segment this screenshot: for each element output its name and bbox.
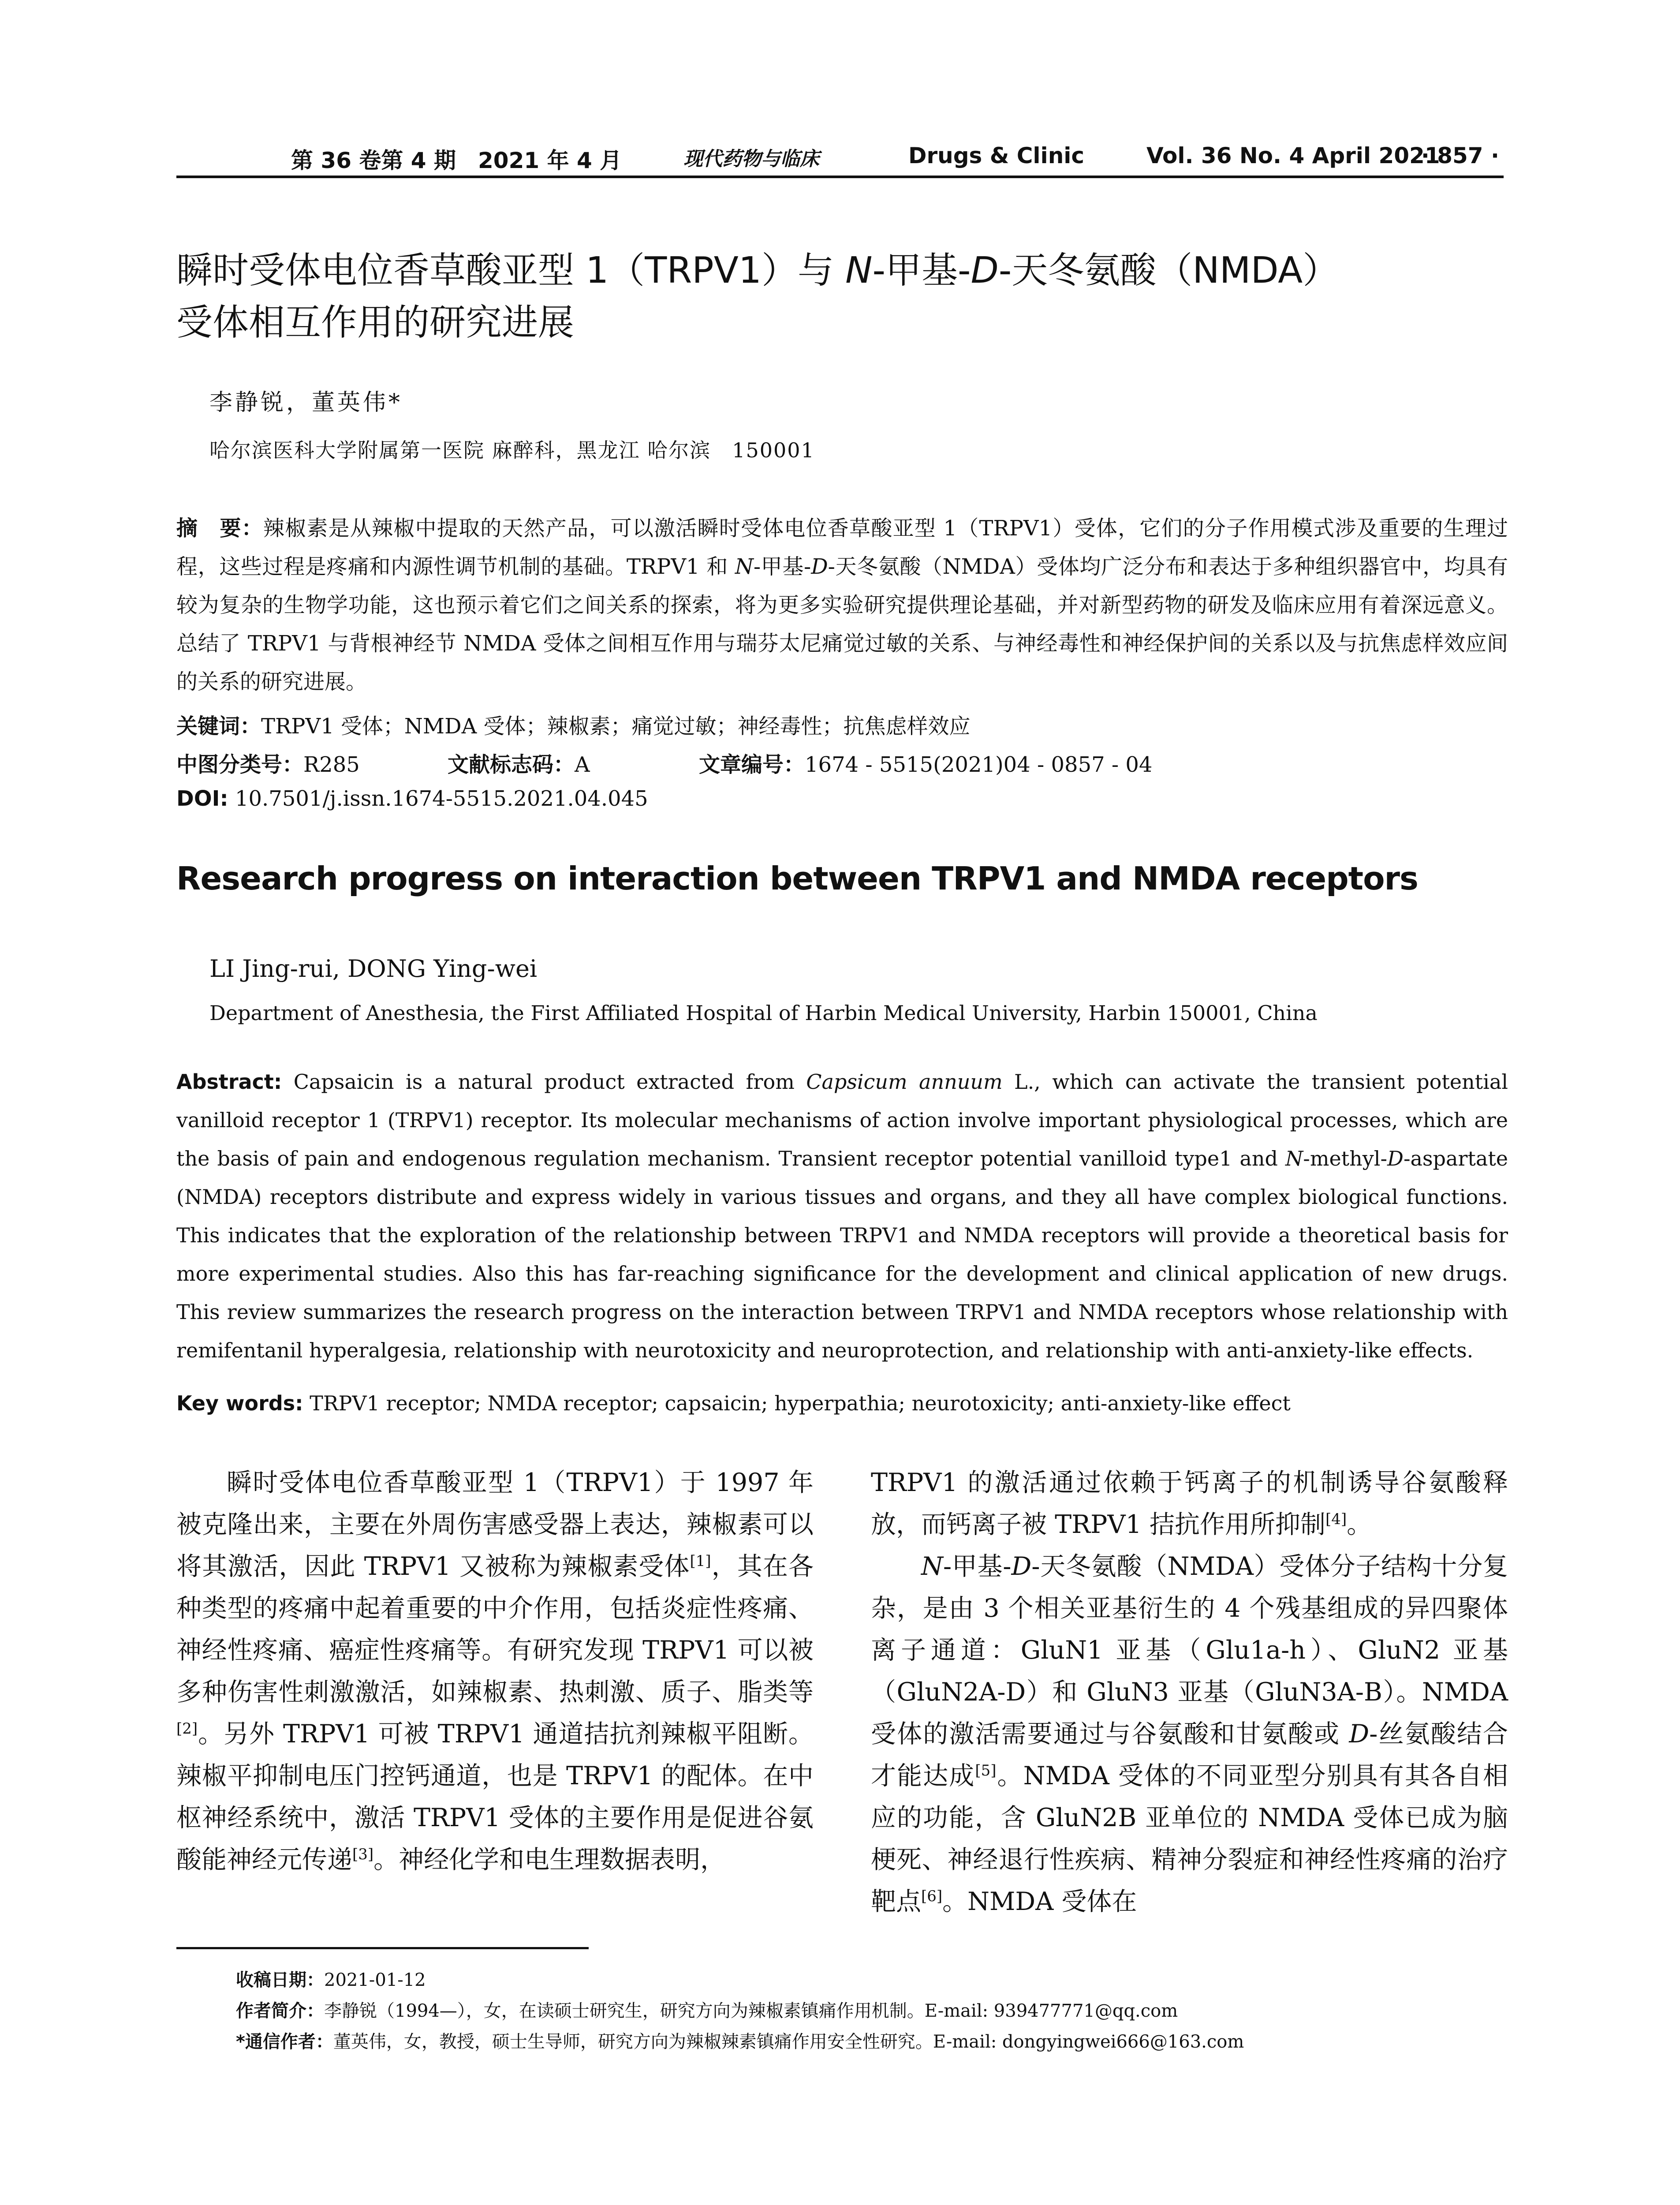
- affiliation-cn: 哈尔滨医科大学附属第一医院 麻醉科，黑龙江 哈尔滨 150001: [209, 438, 815, 462]
- header-journal-en: Drugs & Clinic: [908, 143, 1085, 168]
- citation-2[interactable]: [2]: [176, 1720, 198, 1738]
- footnote-received: 收稿日期：2021-01-12: [236, 1970, 426, 1990]
- footnote-author: 作者简介：李静锐（1994—），女，在读硕士研究生，研究方向为辣椒素镇痛作用机制。E-mail: 939477771@qq.com: [236, 2001, 1178, 2021]
- footnote-divider: [176, 1947, 589, 1949]
- citation-6[interactable]: [6]: [921, 1887, 943, 1905]
- running-header: [176, 140, 1504, 178]
- body-paragraph: 瞬时受体电位香草酸亚型 1（TRPV1）于 1997 年被克隆出来，主要在外周伤害感受器上表达，辣椒素可以将其激活，因此 TRPV1 又被称为辣椒素受体[1]，其在各种类型的疼痛中起着重要的中介作用，包括炎症性疼痛、神经性疼痛、癌症性疼痛等。有研究发现 TRPV1 可以被多种伤害性刺激激活，如辣椒素、热刺激、质子、脂类等[2]。另外 TRPV1 可被 TRPV1 通道拮抗剂辣椒平阻断。辣椒平抑制电压门控钙通道，也是 TRPV1 的配体。在中枢神经系统中，激活 TRPV1 受体的主要作用是促进谷氨酸能神经元传递[3]。神经化学和电生理数据表明，: [176, 1468, 814, 1874]
- article-title-en: Research progress on interaction between TRPV1 and NMDA receptors: [176, 860, 1418, 897]
- doi: DOI: 10.7501/j.issn.1674-5515.2021.04.045: [176, 786, 648, 811]
- document-code: 文献标志码：A: [448, 752, 590, 777]
- citation-3[interactable]: [3]: [352, 1846, 374, 1863]
- title-line-1: 瞬时受体电位香草酸亚型 1（TRPV1）与 N-甲基-D-天冬氨酸（NMDA）: [176, 250, 1339, 292]
- header-page-number: · 857 ·: [1421, 143, 1499, 168]
- body-paragraph: TRPV1 的激活通过依赖于钙离子的机制诱导谷氨酸释放，而钙离子被 TRPV1 拮抗作用所抑制[4]。: [871, 1468, 1508, 1539]
- footnote-corresponding: *通信作者：董英伟，女，教授，硕士生导师，研究方向为辣椒辣素镇痛作用安全性研究。E-mail: dongyingwei666@163.com: [236, 2032, 1244, 2052]
- title-line-2: 受体相互作用的研究进展: [176, 302, 575, 344]
- authors-en: LI Jing-rui, DONG Ying-wei: [209, 955, 538, 983]
- citation-1[interactable]: [1]: [690, 1552, 711, 1570]
- header-journal-cn: 现代药物与临床: [683, 148, 819, 170]
- abstract-cn-label: 摘 要：: [176, 516, 263, 541]
- authors-cn: 李静锐，董英伟*: [209, 389, 403, 416]
- affiliation-en: Department of Anesthesia, the First Affiliated Hospital of Harbin Medical University, Harbin 150001, China: [209, 1001, 1318, 1025]
- keywords-cn: 关键词：TRPV1 受体；NMDA 受体；辣椒素；痛觉过敏；神经毒性；抗焦虑样效应: [176, 714, 971, 739]
- article-number: 文章编号：1674 - 5515(2021)04 - 0857 - 04: [699, 752, 1153, 777]
- footnotes: [236, 1965, 1515, 2057]
- article-title-cn: [176, 245, 1508, 349]
- abstract-cn: 摘 要：辣椒素是从辣椒中提取的天然产品，可以激活瞬时受体电位香草酸亚型 1（TRPV1）受体，它们的分子作用模式涉及重要的生理过程，这些过程是疼痛和内源性调节机制的基础。TRPV1 和 N-甲基-D-天冬氨酸（NMDA）受体均广泛分布和表达于多种组织器官中，均具有较为复杂的生物学功能，这也预示着它们之间关系的探索，将为更多实验研究提供理论基础，并对新型药物的研发及临床应用有着深远意义。总结了 TRPV1 与背根神经节 NMDA 受体之间相互作用与瑞芬太尼痛觉过敏的关系、与神经毒性和神经保护间的关系以及与抗焦虑样效应间的关系的研究进展。: [176, 516, 1508, 694]
- header-volume-en: Vol. 36 No. 4 April 2021: [1146, 143, 1440, 168]
- keywords-en: Key words: TRPV1 receptor; NMDA receptor; capsaicin; hyperpathia; neurotoxicity; anti-anxiety-like effect: [176, 1391, 1291, 1415]
- body-paragraph: N-甲基-D-天冬氨酸（NMDA）受体分子结构十分复杂，是由 3 个相关亚基衍生的 4 个残基组成的异四聚体离子通道：GluN1 亚基（Glu1a-h）、GluN2 亚基（GluN2A-D）和 GluN3 亚基（GluN3A-B）。NMDA 受体的激活需要通过与谷氨酸和甘氨酸或 D-丝氨酸结合才能达成[5]。NMDA 受体的不同亚型分别具有其各自相应的功能，含 GluN2B 亚单位的 NMDA 受体已成为脑梗死、神经退行性疾病、精神分裂症和神经性疼痛的治疗靶点[6]。NMDA 受体在: [871, 1552, 1508, 1916]
- citation-4[interactable]: [4]: [1325, 1510, 1347, 1528]
- citation-5[interactable]: [5]: [975, 1762, 997, 1779]
- body-column-right: [871, 1462, 1508, 1923]
- clc-number: 中图分类号：R285: [176, 752, 360, 777]
- abstract-en: Abstract: Capsaicin is a natural product extracted from Capsicum annuum L., which can activate the transient potential vanilloid receptor 1 (TRPV1) receptor. Its molecular mechanisms of action involve important physiological processes, which are the basis of pain and endogenous regulation mechanism. Transient receptor potential vanilloid type1 and N-methyl-D-aspartate (NMDA) receptors distribute and express widely in various tissues and organs, and they all have complex biological functions. This indicates that the exploration of the relationship between TRPV1 and NMDA receptors will provide a theoretical basis for more experimental studies. Also this has far-reaching significance for the development and clinical application of new drugs. This review summarizes the research progress on the interaction between TRPV1 and NMDA receptors whose relationship with remifentanil hyperalgesia, relationship with neurotoxicity and neuroprotection, and relationship with anti-anxiety-like effects.: [176, 1070, 1508, 1362]
- body-column-left: [176, 1462, 814, 1881]
- header-volume-cn: 第 36 卷第 4 期 2021 年 4 月: [291, 148, 622, 173]
